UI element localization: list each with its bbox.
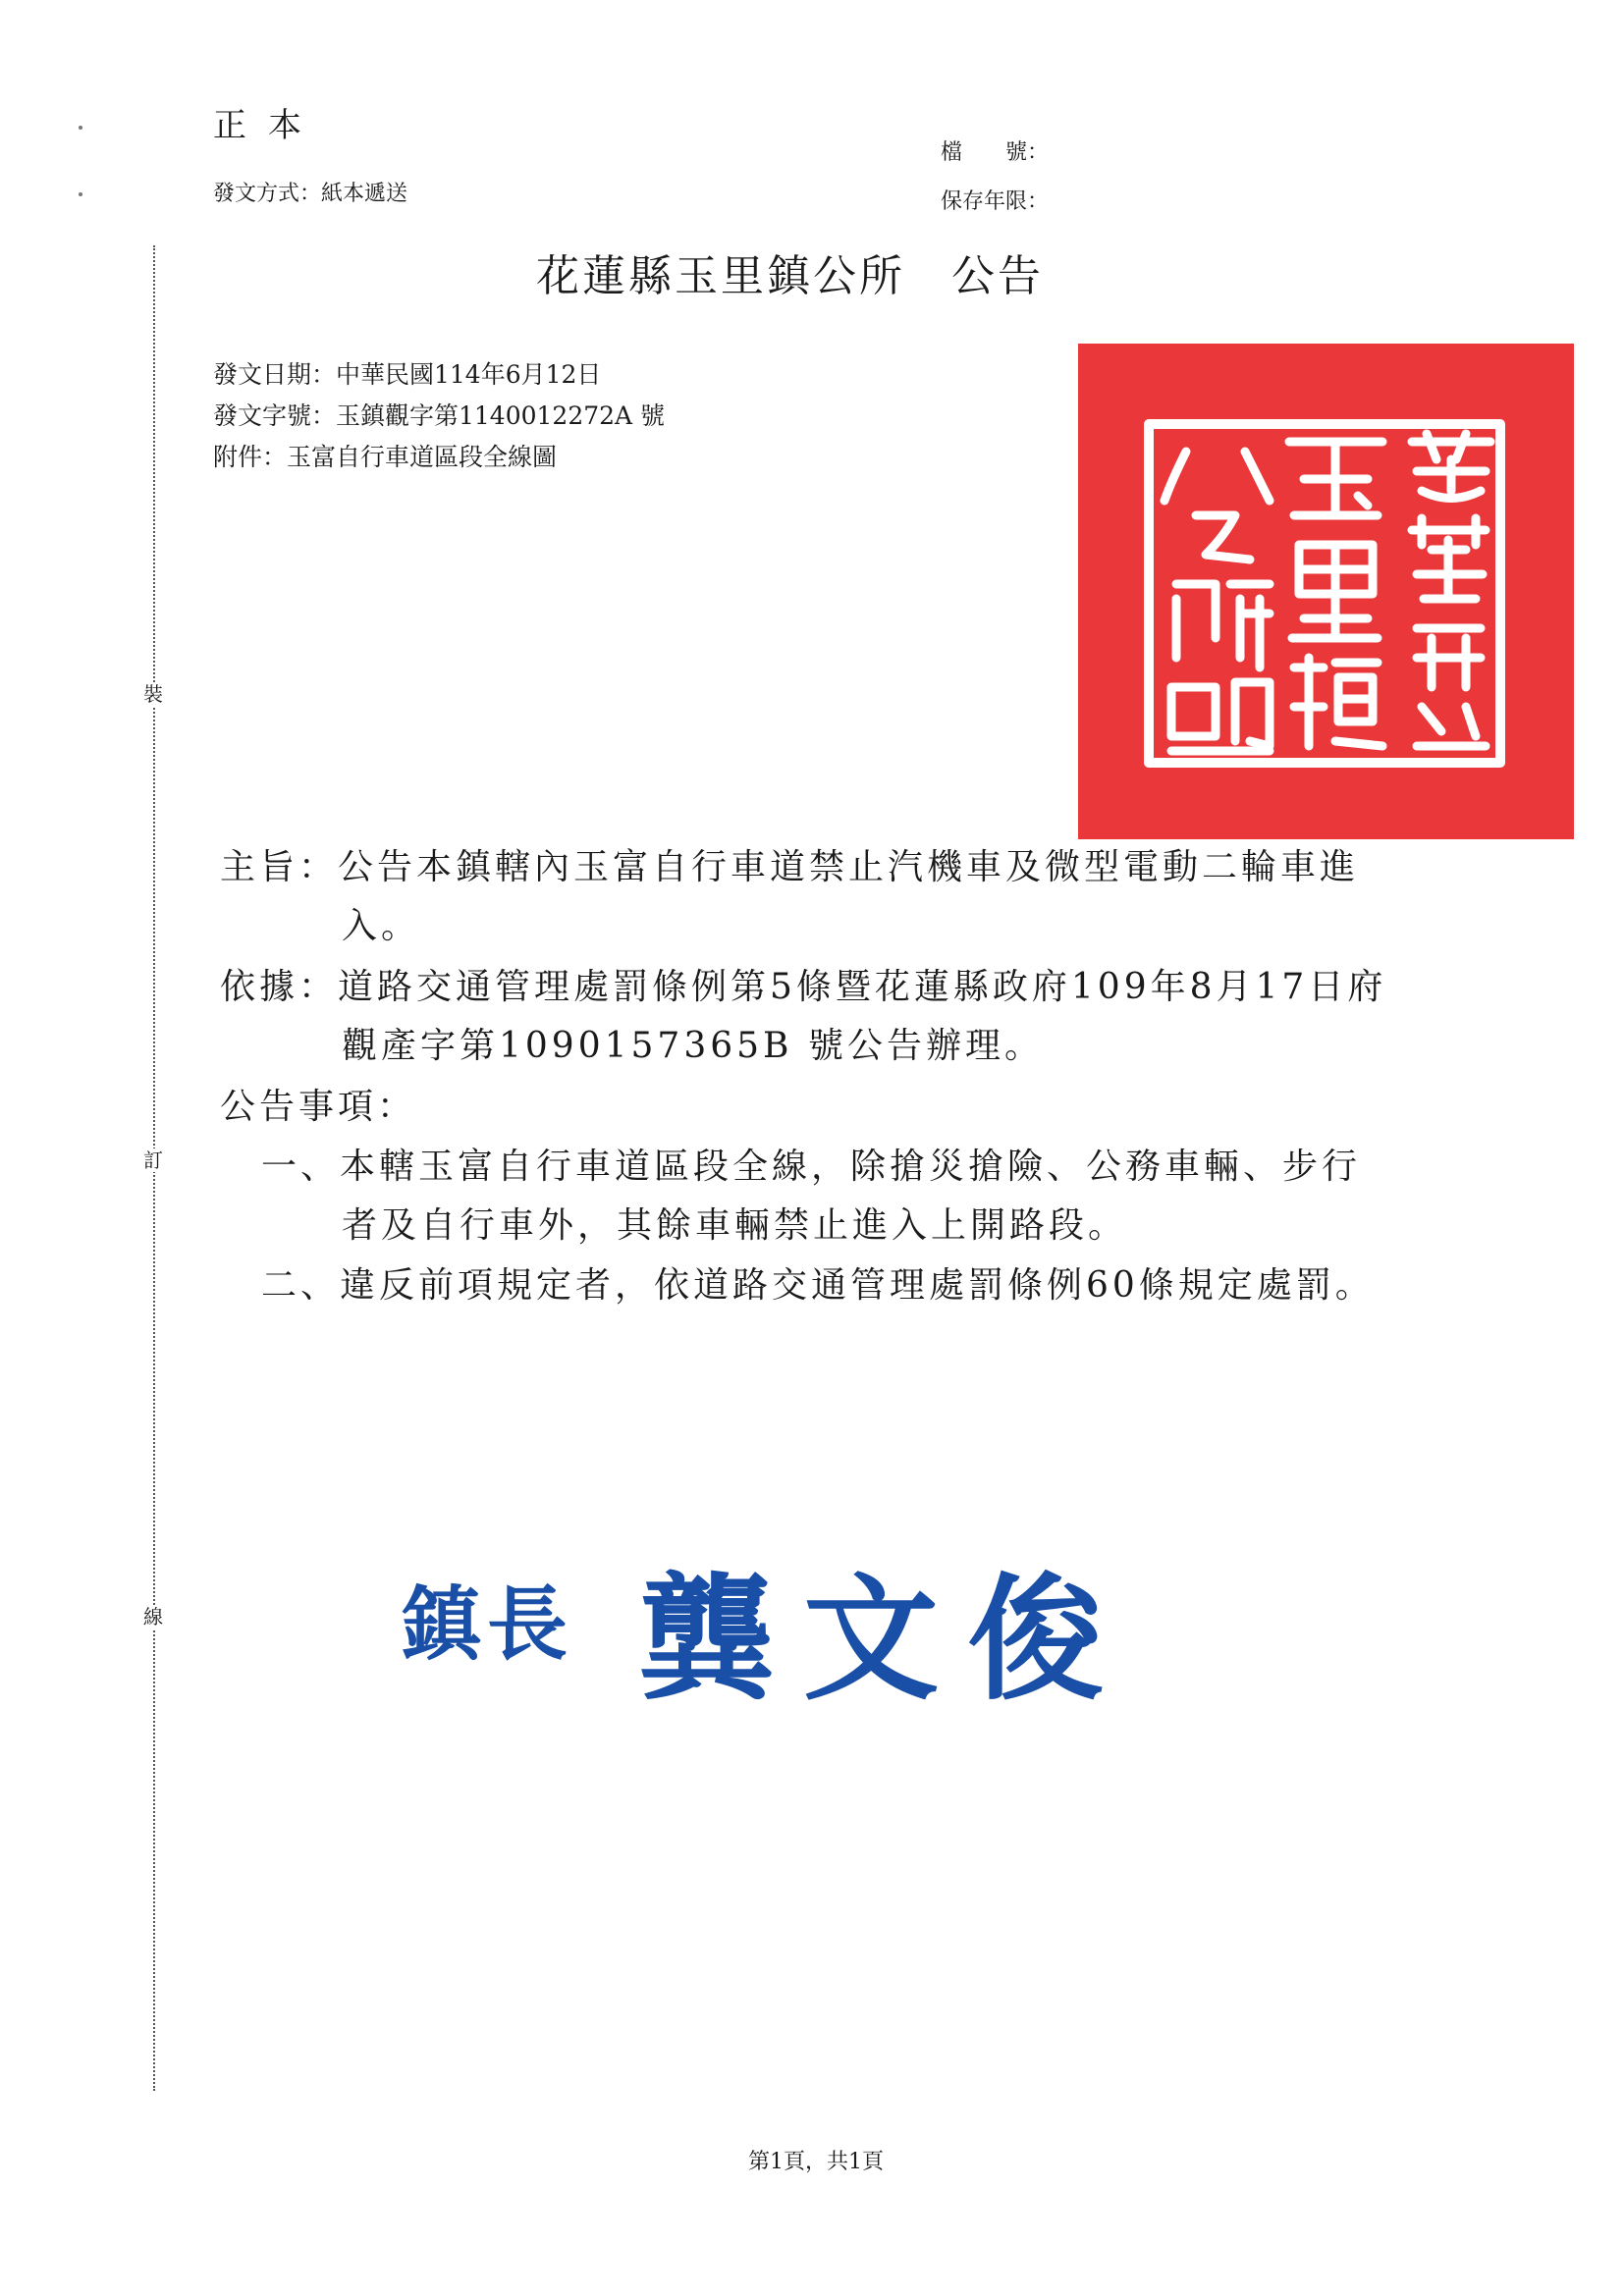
- signature-name: 龔文俊: [638, 1559, 1134, 1719]
- binding-mark-zhuang: 裝: [143, 682, 163, 706]
- subject-line: 主旨：公告本鎮轄內玉富自行車道禁止汽機車及微型電動二輪車進: [220, 847, 1360, 887]
- document-number: 發文字號：玉鎮觀字第1140012272A 號: [213, 401, 666, 430]
- copy-mark: 正本: [213, 106, 323, 145]
- official-seal-icon: [1078, 344, 1574, 839]
- binding-mark-ding: 訂: [143, 1148, 163, 1172]
- scan-dot: [79, 192, 82, 196]
- subject-line-continued: 入。: [342, 906, 421, 946]
- document-title: 花蓮縣玉里鎮公所 公告: [536, 251, 1044, 301]
- attachment: 附件：玉富自行車道區段全線圖: [213, 443, 558, 471]
- page-number: 第1頁，共1頁: [748, 2150, 884, 2174]
- signature-title: 鎮長: [401, 1577, 574, 1672]
- basis-line: 依據：道路交通管理處罰條例第5條暨花蓮縣政府109年8月17日府: [220, 967, 1387, 1007]
- basis-line-continued: 觀產字第1090157365B 號公告辦理。: [342, 1026, 1044, 1066]
- send-method: 發文方式：紙本遞送: [213, 182, 408, 206]
- notice-item-2: 二、違反前項規定者，依道路交通管理處罰條例60條規定處罰。: [261, 1265, 1375, 1306]
- issue-date: 發文日期：中華民國114年6月12日: [213, 360, 602, 389]
- scan-dot: [79, 126, 82, 130]
- notice-items-heading: 公告事項：: [220, 1087, 417, 1127]
- retention-period-label: 保存年限：: [941, 189, 1050, 214]
- notice-item-1: 一、本轄玉富自行車道區段全線，除搶災搶險、公務車輛、步行: [261, 1147, 1362, 1187]
- file-number-label: 檔 號：: [941, 140, 1050, 165]
- notice-item-1-continued: 者及自行車外，其餘車輛禁止進入上開路段。: [342, 1205, 1128, 1246]
- binding-mark-xian: 線: [143, 1605, 163, 1629]
